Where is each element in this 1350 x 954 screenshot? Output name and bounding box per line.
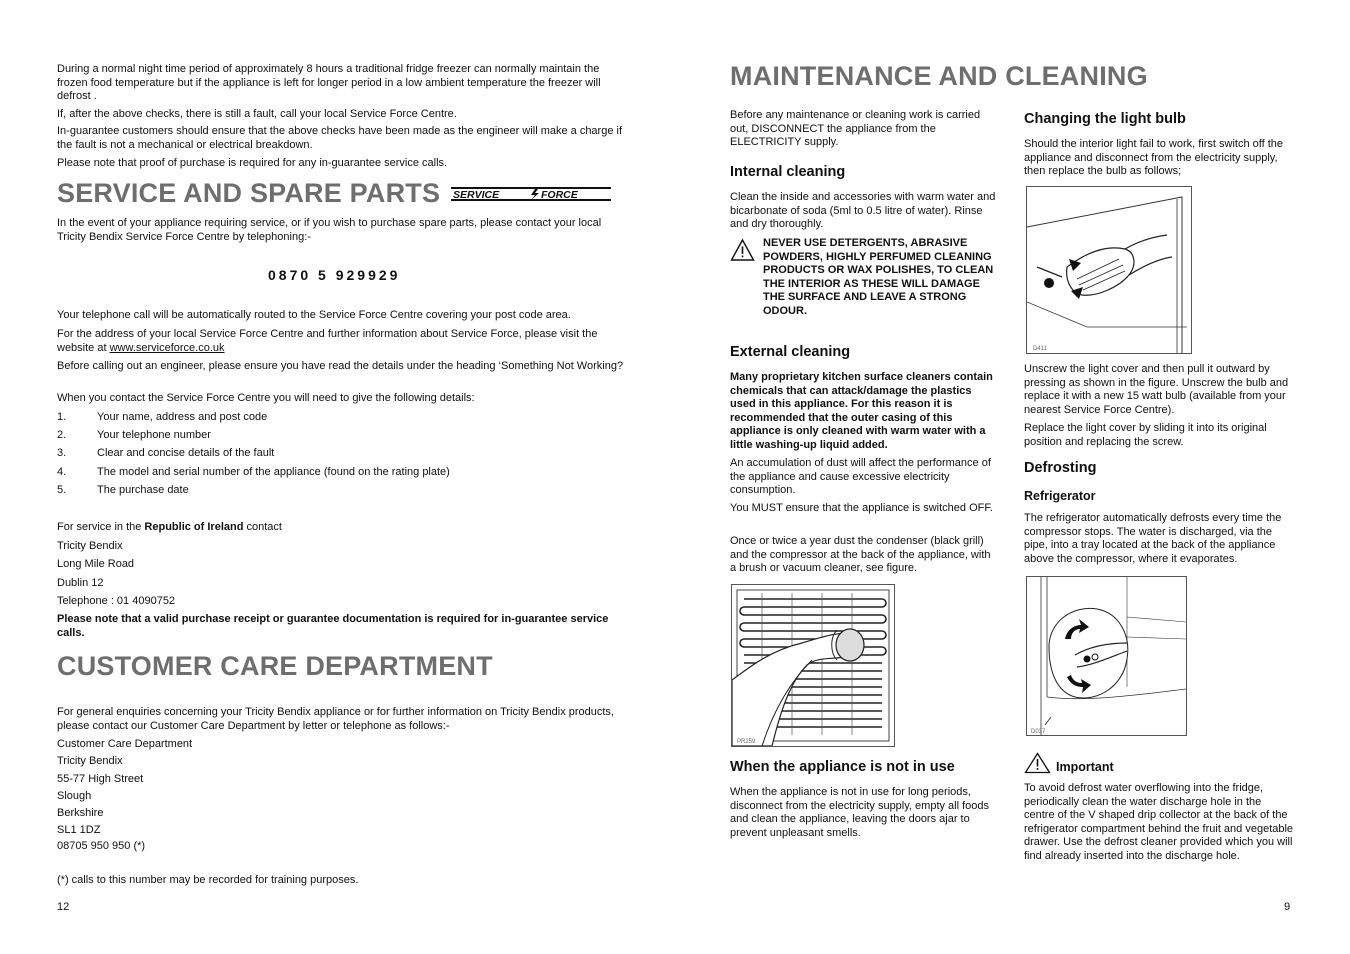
external-cleaning-heading: External cleaning: [730, 344, 851, 360]
list-number: 3.: [57, 447, 67, 459]
proof-paragraph: Please note that proof of purchase is required for any in-guarantee service calls.: [57, 157, 448, 169]
receipt-note: Please note that a valid purchase receipt or guarantee documentation is required for in-guarantee service calls.: [57, 613, 609, 639]
night-defrost-paragraph: During a normal night time period of approximately 8 hours a traditional fridge freezer can normally maintain the frozen food temperature but if the appliance is left for longer period in a low ambient temperature the freezer will defrost .: [57, 63, 601, 103]
light-bulb-heading: Changing the light bulb: [1024, 111, 1186, 127]
list-number: 2.: [57, 429, 67, 441]
list-text: The purchase date: [97, 484, 189, 496]
address-paragraph: [57, 328, 625, 355]
list-text: Your telephone number: [97, 429, 211, 441]
list-text: The model and serial number of the appliance (found on the rating plate): [97, 466, 450, 478]
care-line: Slough: [57, 790, 92, 802]
ireland-line: Dublin 12: [57, 577, 104, 589]
care-line: 08705 950 950 (*): [57, 840, 146, 852]
list-number: 5.: [57, 484, 67, 496]
care-line: 55-77 High Street: [57, 773, 144, 785]
ireland-bold: Republic of Ireland: [144, 521, 244, 533]
ireland-paragraph: [57, 521, 625, 535]
warning-text: NEVER USE DETERGENTS, ABRASIVE POWDERS, HIGHLY PERFUMED CLEANING PRODUCTS OR WAX POLISHES, TO CLEAN THE INTERIOR AS THESE WILL DAMAGE THE SURFACE AND LEAVE A STRONG ODOUR.: [763, 237, 994, 317]
defrosting-heading: Defrosting: [1024, 460, 1097, 476]
care-line: Berkshire: [57, 807, 104, 819]
condenser-figure-label: PR259: [737, 739, 756, 745]
care-intro: For general enquiries concerning your Tricity Bendix appliance or for further information on Tricity Bendix products, please contact our Customer Care Department by letter or telephone as follows:-: [57, 706, 614, 732]
condenser-paragraph: Once or twice a year dust the condenser (black grill) and the compressor at the back of the appliance, with a brush or vacuum cleaner, see figure.: [730, 535, 991, 575]
service-force-logo: [451, 186, 611, 202]
address-text: For the address of your local Service Force Centre and further information about Service Force, please visit the website at: [57, 328, 598, 354]
not-in-use-text: When the appliance is not in use for long periods, disconnect from the electricity supply, empty all foods and clean the appliance, leaving the doors ajar to prevent unpleasant smells.: [730, 786, 990, 839]
internal-cleaning-heading: Internal cleaning: [730, 164, 846, 180]
not-in-use-heading: When the appliance is not in use: [730, 759, 955, 775]
switch-off-paragraph: You MUST ensure that the appliance is switched OFF.: [730, 502, 993, 514]
unscrew-paragraph: Unscrew the light cover and then pull it outward by pressing as shown in the figure. Unscrew the bulb and replace it with a new 15 watt bulb (available from your nearest Service Force Centre).: [1024, 363, 1289, 416]
list-number: 1.: [57, 411, 67, 423]
service-phone-number: 0870 5 929929: [268, 267, 401, 283]
ireland-line: Tricity Bendix: [57, 540, 123, 552]
serviceforce-link[interactable]: www.serviceforce.co.uk: [109, 341, 225, 354]
fault-paragraph: If, after the above checks, there is still a fault, call your local Service Force Centre.: [57, 108, 457, 120]
refrigerator-defrost-text: The refrigerator automatically defrosts every time the compressor stops. The water is discharged, via the pipe, into a tray located at the back of the appliance above the compressor, where it evaporates.: [1024, 512, 1282, 565]
important-heading: Important: [1056, 760, 1114, 774]
care-footnote: (*) calls to this number may be recorded for training purposes.: [57, 874, 359, 886]
defrost-figure: [1026, 576, 1187, 736]
ireland-post: contact: [243, 521, 282, 533]
care-line: SL1 1DZ: [57, 824, 101, 836]
list-text: Your name, address and post code: [97, 411, 268, 423]
ireland-line: Long Mile Road: [57, 558, 135, 570]
in-guarantee-paragraph: In-guarantee customers should ensure that the above checks have been made as the engineer will make a charge if the fault is not a mechanical or electrical breakdown.: [57, 125, 623, 151]
right-page-number: 9: [1284, 901, 1291, 913]
care-line: Customer Care Department: [57, 738, 193, 750]
light-bulb-text: Should the interior light fail to work, first switch off the appliance and disconnect from the electricity supply, then replace the bulb as follows;: [1024, 138, 1284, 178]
left-page-number: 12: [57, 901, 70, 913]
service-intro: In the event of your appliance requiring service, or if you wish to purchase spare parts, please contact your local Tricity Bendix Service Force Centre by telephoning:-: [57, 217, 602, 243]
when-contact-paragraph: When you contact the Service Force Centre you will need to give the following details:: [57, 392, 475, 404]
external-cleaning-warning: Many proprietary kitchen surface cleaners contain chemicals that can attack/damage the plastics used in this appliance. For this reason it is recommended that the outer casing of this appliance is only cleaned with warm water with a little washing-up liquid added.: [730, 371, 993, 451]
list-number: 4.: [57, 466, 67, 478]
light-bulb-figure-label: D411: [1033, 346, 1047, 352]
disconnect-paragraph: Before any maintenance or cleaning work is carried out, DISCONNECT the appliance from the ELECTRICITY supply.: [730, 109, 981, 149]
important-warning-icon: [1024, 752, 1051, 774]
internal-cleaning-text: Clean the inside and accessories with warm water and bicarbonate of soda (5ml to 0.5 litre of water). Rinse and dry thoroughly.: [730, 191, 996, 231]
svg-text:SERVICE: SERVICE: [453, 189, 500, 201]
warning-icon: [730, 238, 755, 262]
dust-paragraph: An accumulation of dust will affect the performance of the appliance and cause excessive electricity consumption.: [730, 457, 991, 497]
maintenance-heading: MAINTENANCE AND CLEANING: [730, 61, 1148, 91]
routed-paragraph: Your telephone call will be automatically routed to the Service Force Centre covering your post code area.: [57, 309, 571, 321]
details-list: [57, 411, 657, 501]
care-line: Tricity Bendix: [57, 755, 123, 767]
ireland-pre: For service in the: [57, 521, 145, 533]
light-bulb-figure: [1026, 186, 1192, 354]
important-text: To avoid defrost water overflowing into the fridge, periodically clean the water discharge hole in the centre of the V shaped drip collector at the back of the refrigerator compartment behind the fruit and vegetable drawer. Use the defrost cleaner provided which you will find already inserted into the discharge hole.: [1024, 782, 1294, 862]
before-calling-paragraph: Before calling out an engineer, please ensure you have read the details under the heading ‘Something Not Working?: [57, 360, 624, 372]
customer-care-heading: CUSTOMER CARE DEPARTMENT: [57, 651, 493, 681]
service-heading: SERVICE AND SPARE PARTS: [57, 178, 441, 208]
list-text: Clear and concise details of the fault: [97, 447, 275, 459]
svg-text:FORCE: FORCE: [541, 189, 578, 201]
replace-cover-paragraph: Replace the light cover by sliding it into its original position and replacing the screw.: [1024, 422, 1267, 448]
refrigerator-heading: Refrigerator: [1024, 489, 1096, 503]
defrost-figure-label: D037: [1031, 729, 1046, 735]
condenser-figure: [731, 584, 895, 747]
ireland-line: Telephone : 01 4090752: [57, 595, 176, 607]
